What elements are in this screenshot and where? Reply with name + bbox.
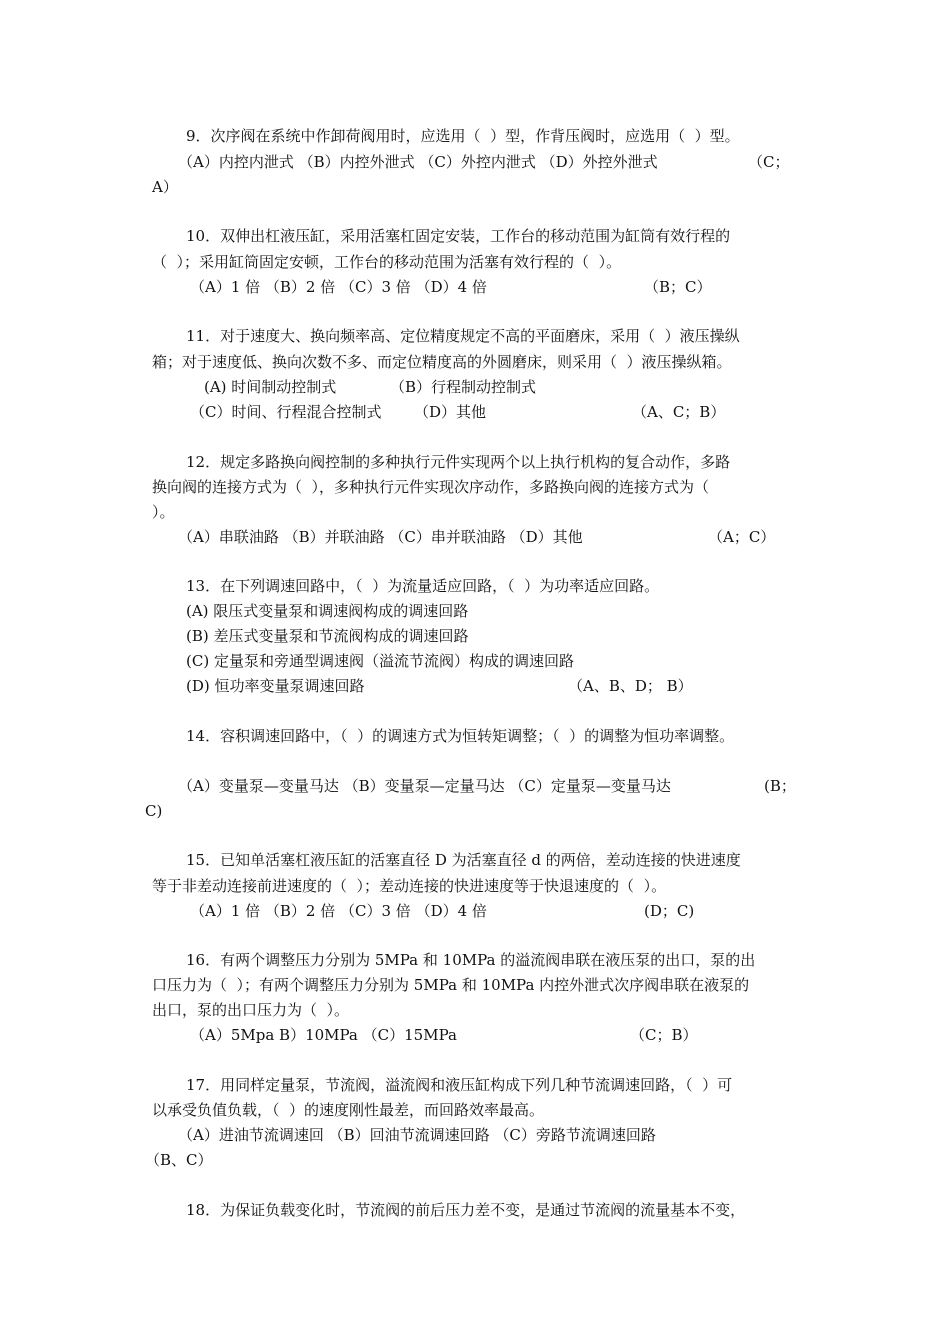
q11-option-c: （C）时间、行程混合控制式	[190, 403, 382, 421]
q13-option-a: (A) 限压式变量泵和调速阀构成的调速回路	[186, 602, 469, 620]
q9-stem-line-1: 9．次序阀在系统中作卸荷阀用时，应选用（ ）型，作背压阀时，应选用（ ）型。	[186, 127, 740, 145]
q16-stem-line-3: 出口，泵的出口压力为（ ）。	[152, 1001, 350, 1019]
q15-stem-line-2: 等于非差动连接前进速度的（ ）；差动连接的快进速度等于快退速度的（ ）。	[152, 877, 667, 895]
q12-options: （A）串联油路 （B）并联油路 （C）串并联油路 （D）其他	[178, 528, 583, 546]
q17-stem-line-2: 以承受负值负载，（ ）的速度刚性最差，而回路效率最高。	[152, 1101, 545, 1119]
q9-answer-part-1: （C；	[748, 153, 790, 171]
q16-stem-line-2: 口压力为（ ）；有两个调整压力分别为 5MPa 和 10MPa 内控外泄式次序阀串联在液泵的	[152, 976, 750, 994]
q13-option-c: (C) 定量泵和旁通型调速阀（溢流节流阀）构成的调速回路	[186, 652, 574, 670]
q10-stem-line-2: （ ）；采用缸筒固定安顿，工作台的移动范围为活塞有效行程的（ ）。	[152, 253, 622, 271]
q10-stem-line-1: 10．双伸出杠液压缸，采用活塞杠固定安装，工作台的移动范围为缸筒有效行程的	[186, 227, 731, 245]
q12-stem-line-2: 换向阀的连接方式为（ ），多种执行元件实现次序动作，多路换向阀的连接方式为（	[152, 478, 710, 496]
q16-options: （A）5Mpa B）10MPa （C）15MPa	[190, 1026, 457, 1044]
q14-answer-part-1: (B；	[764, 777, 796, 795]
q10-answer: （B；C）	[644, 278, 712, 296]
q17-options: （A）进油节流调速回 （B）回油节流调速回路 （C）旁路节流调速回路	[178, 1126, 656, 1144]
q9-answer-part-2: A）	[152, 178, 178, 196]
q15-answer: (D；C)	[644, 902, 695, 920]
q11-answer: （A、C；B）	[632, 403, 726, 421]
q14-options: （A）变量泵—变量马达 （B）变量泵—定量马达 （C）定量泵—变量马达	[178, 777, 671, 795]
q16-answer: （C；B）	[630, 1026, 698, 1044]
q13-stem: 13．在下列调速回路中，（ ）为流量适应回路，（ ）为功率适应回路。	[186, 577, 660, 595]
q17-stem-line-1: 17．用同样定量泵，节流阀，溢流阀和液压缸构成下列几种节流调速回路，（ ）可	[186, 1076, 733, 1094]
q15-options: （A）1 倍 （B）2 倍 （C）3 倍 （D）4 倍	[190, 902, 487, 920]
q18-stem-line-1: 18．为保证负载变化时，节流阀的前后压力差不变，是通过节流阀的流量基本不变，	[186, 1201, 746, 1219]
q11-stem-line-1: 11．对于速度大、换向频率高、定位精度规定不高的平面磨床，采用（ ）液压操纵	[186, 327, 740, 345]
q12-stem-line-3: ）。	[152, 503, 175, 521]
q11-option-d: （D）其他	[414, 403, 487, 421]
q11-option-b: （B）行程制动控制式	[390, 378, 537, 396]
q11-option-a: (A) 时间制动控制式	[204, 378, 337, 396]
q14-stem: 14．容积调速回路中，（ ）的调速方式为恒转矩调整；（ ）的调整为恒功率调整。	[186, 727, 735, 745]
q13-option-d: (D) 恒功率变量泵调速回路	[186, 677, 365, 695]
q12-stem-line-1: 12．规定多路换向阀控制的多种执行元件实现两个以上执行机构的复合动作，多路	[186, 453, 731, 471]
q13-answer: （A、B、D； B）	[568, 677, 693, 695]
q11-stem-line-2: 箱；对于速度低、换向次数不多、而定位精度高的外圆磨床，则采用（ ）液压操纵箱。	[152, 353, 732, 371]
q14-answer-part-2: C)	[145, 802, 163, 820]
q17-answer: （B、C）	[145, 1151, 213, 1169]
q13-option-b: (B) 差压式变量泵和节流阀构成的调速回路	[186, 627, 469, 645]
q9-options: （A）内控内泄式 （B）内控外泄式 （C）外控内泄式 （D）外控外泄式	[178, 153, 658, 171]
q10-options: （A）1 倍 （B）2 倍 （C）3 倍 （D）4 倍	[190, 278, 487, 296]
q12-answer: （A；C）	[708, 528, 776, 546]
q16-stem-line-1: 16．有两个调整压力分别为 5MPa 和 10MPa 的溢流阀串联在液压泵的出口，泵的出	[186, 951, 756, 969]
q15-stem-line-1: 15．已知单活塞杠液压缸的活塞直径 D 为活塞直径 d 的两倍，差动连接的快进速度	[186, 851, 741, 869]
